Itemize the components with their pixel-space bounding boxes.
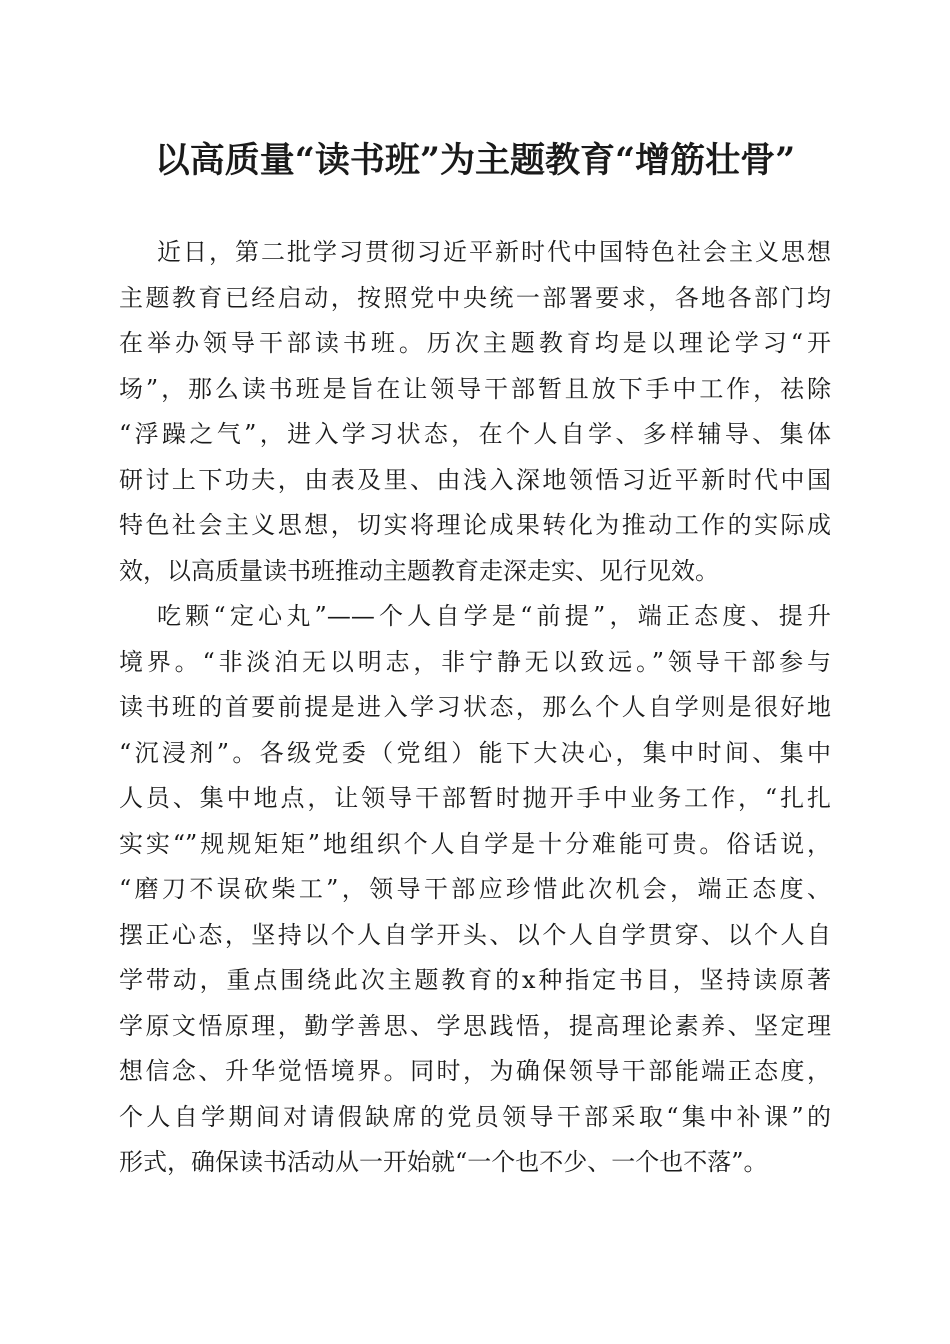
paragraph-line: 人员、集中地点，让领导干部暂时抛开手中业务工作，“扎扎 <box>119 784 831 812</box>
paragraph-line: “浮躁之气”，进入学习状态，在个人自学、多样辅导、集体 <box>119 420 831 448</box>
paragraph-line: 主题教育已经启动，按照党中央统一部署要求，各地各部门均 <box>119 283 831 312</box>
document-body <box>119 230 831 1186</box>
paragraph-line: 个人自学期间对请假缺席的党员领导干部采取“集中补课”的 <box>119 1102 831 1131</box>
paragraph-line: “磨刀不误砍柴工”，领导干部应珍惜此次机会，端正态度、 <box>119 875 831 903</box>
paragraph-line: 摆正心态，坚持以个人自学开头、以个人自学贯穿、以个人自 <box>119 920 831 949</box>
document-title: 以高质量“读书班”为主题教育“增筋壮骨” <box>154 140 796 181</box>
paragraph-line: 形式，确保读书活动从一开始就“一个也不少、一个也不落”。 <box>119 1148 768 1176</box>
paragraph-line: 读书班的首要前提是进入学习状态，那么个人自学则是很好地 <box>119 693 831 721</box>
paragraph-1 <box>119 230 831 594</box>
paragraph-line: 效，以高质量读书班推动主题教育走深走实、见行见效。 <box>119 556 719 585</box>
paragraph-2 <box>119 594 831 1186</box>
paragraph-line: 研讨上下功夫，由表及里、由浅入深地领悟习近平新时代中国 <box>119 465 831 494</box>
paragraph-line: 实实“”规规矩矩”地组织个人自学是十分难能可贵。俗话说， <box>119 829 831 858</box>
paragraph-line: 学原文悟原理，勤学善思、学思践悟，提高理论素养、坚定理 <box>119 1011 831 1040</box>
paragraph-line: 场”，那么读书班是旨在让领导干部暂且放下手中工作，祛除 <box>119 374 831 403</box>
paragraph-line: 境界。“非淡泊无以明志，非宁静无以致远。”领导干部参与 <box>119 647 831 676</box>
paragraph-line: 吃颗“定心丸”——个人自学是“前提”，端正态度、提升 <box>157 602 831 630</box>
paragraph-line: “沉浸剂”。各级党委（党组）能下大决心，集中时间、集中 <box>119 738 831 767</box>
paragraph-line: 在举办领导干部读书班。历次主题教育均是以理论学习“开 <box>119 329 831 357</box>
paragraph-line: 特色社会主义思想，切实将理论成果转化为推动工作的实际成 <box>119 511 831 539</box>
paragraph-line: 想信念、升华觉悟境界。同时，为确保领导干部能端正态度， <box>119 1057 831 1085</box>
paragraph-line: 近日，第二批学习贯彻习近平新时代中国特色社会主义思想 <box>157 238 831 266</box>
paragraph-line: 学带动，重点围绕此次主题教育的x种指定书目，坚持读原著 <box>119 966 831 994</box>
